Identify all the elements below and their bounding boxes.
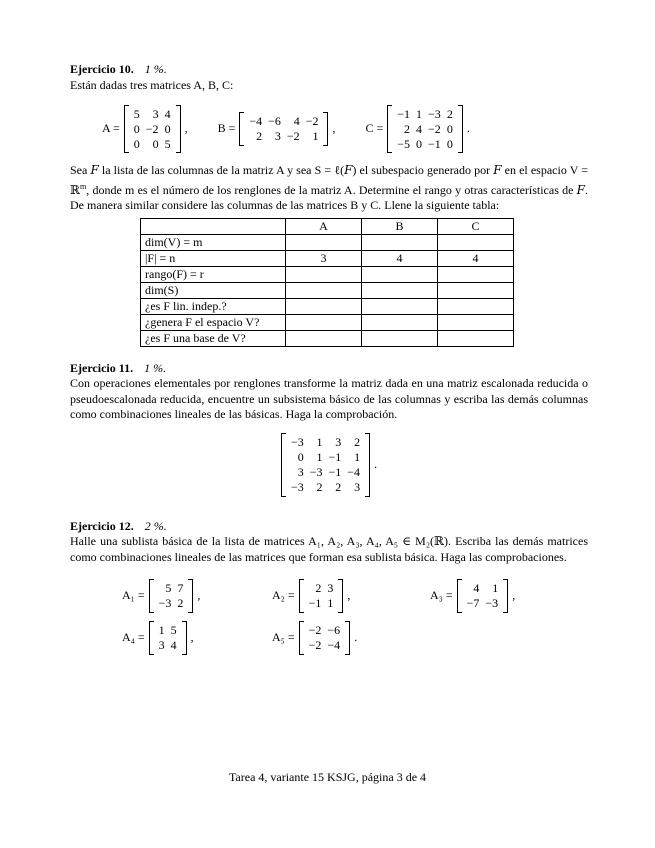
matrix-C-cell-2-0: −5 [397,136,411,151]
table-row [141,234,514,250]
matrix-A2: A₂ = 2 3 −1 1 , [272,579,430,613]
matrix-A1-cell-0-0: 5 [165,581,172,595]
table-cell-A[interactable] [286,266,362,282]
table-cell-A[interactable] [286,298,362,314]
exercise-10-title: Ejercicio 10. [70,62,134,76]
exercise-12-text: Halle una sublista básica de la lista de matrices A₁, A₂, A₃, A₄, A₅ ∈ M₂(ℝ). Escriba las demás matrices como combinaciones lineales de las matrices que forman esa sublista básica. Haga las comprobaciones. [70,534,588,564]
matrix-A-cell-1-1: −2 [145,121,159,136]
exercise-10-intro: Están dadas tres matrices A, B, C: [70,77,234,92]
exercise-10-matrices [102,105,588,153]
page-footer: Tarea 4, variante 15 KSJG, página 3 de 4 [228,770,427,784]
table-cell-A[interactable] [286,314,362,330]
matrix-C-cell-0-3: 2 [446,106,453,121]
matrix-M-cell-3-2: 2 [335,479,342,494]
matrix-M-cell-3-1: 2 [316,479,323,494]
exercise-12-title: Ejercicio 12. [70,518,134,533]
matrix-B-cell-1-1: 3 [274,129,281,143]
matrix-M-cell-1-2: −1 [328,449,342,464]
matrix-A2-cell-1-1: 1 [327,596,334,610]
matrix-A4-cell-0-0: 1 [158,623,165,637]
table-cell-B[interactable]: 4 [362,250,438,266]
matrix-A1: A₁ = 5 7 −3 2 , [122,579,272,613]
table-row-label: ¿genera F el espacio V? [141,314,286,330]
matrix-A5-cell-1-0: −2 [308,638,322,652]
table-row-label: dim(V) = m [141,234,286,250]
matrix-A1-cell-1-1: 2 [177,596,184,610]
matrix-C-cell-2-2: −1 [428,136,441,151]
table-cell-C[interactable]: 4 [438,250,514,266]
matrix-A4-cell-1-0: 3 [158,638,165,652]
matrix-A-comma: , [184,121,188,136]
matrix-A-cell-1-2: 0 [164,121,171,136]
matrix-A5-cell-0-1: −6 [327,623,341,637]
matrix-C-cell-1-3: 0 [446,121,453,136]
matrix-B [218,112,336,146]
matrix-M-cell-1-0: 0 [297,449,304,464]
matrix-B-comma: , [332,121,336,136]
matrix-A4-cell-1-1: 4 [170,638,177,652]
matrix-B-label: B = [217,121,236,136]
matrix-C-period: . [466,121,470,136]
table-header-3: C [438,218,514,234]
matrix-M-cell-0-2: 3 [335,434,342,449]
characteristics-table [140,218,514,347]
table-cell-B[interactable] [362,234,438,250]
matrix-A2-cell-0-1: 3 [327,581,334,595]
matrix-A-cell-2-0: 0 [133,136,140,151]
matrix-A-cell-0-2: 4 [164,106,171,121]
matrix-M-period: . [374,456,378,471]
table-cell-A[interactable] [286,234,362,250]
matrix-A2-cell-0-0: 2 [315,581,322,595]
table-cell-C[interactable] [438,298,514,314]
table-row [141,298,514,314]
matrix-A1-cell-1-0: −3 [158,596,172,610]
matrix-C-cell-2-3: 0 [446,136,453,151]
matrix-M-cell-0-1: 1 [316,434,323,449]
table-row-label: ¿es F una base de V? [141,330,286,346]
exercise-11-title: Ejercicio 11. [70,360,134,375]
matrix-M-cell-0-0: −3 [290,434,304,449]
matrix-C-cell-0-0: −1 [397,106,411,121]
table-row [141,330,514,346]
exercise-12-heading [70,519,588,535]
table-cell-B[interactable] [362,330,438,346]
table-cell-A[interactable] [286,282,362,298]
table-cell-A[interactable] [286,330,362,346]
matrix-M-cell-2-2: −1 [328,464,342,479]
matrix-C-cell-0-2: −3 [428,106,441,121]
exercise-12-row-2 [122,621,588,655]
table-cell-C[interactable] [438,282,514,298]
matrix-A-cell-0-0: 5 [133,106,140,121]
matrix-C-label: C = [365,121,384,136]
matrix-C-cell-1-0: 2 [404,121,411,136]
table-row [141,314,514,330]
matrix-A [102,105,188,153]
exercise-12-weight: 2 %. [144,518,167,533]
matrix-A3-cell-0-0: 4 [473,581,480,595]
matrix-A1-cell-0-1: 7 [177,581,184,595]
matrix-A3-cell-0-1: 1 [492,581,499,595]
matrix-B-cell-0-1: −6 [268,114,281,128]
matrix-A5-cell-1-1: −4 [327,638,341,652]
matrix-B-cell-0-2: 4 [293,114,300,128]
exercise-11-text: Con operaciones elementales por renglones transforme la matriz dada en una matriz escalonada reducida o pseudoescalonada reducida, encuentre un subsistema básico de las columnas y escriba las demás columnas como combinaciones lineales de las básicas. Haga la comprobación. [70,376,588,421]
table-cell-C[interactable] [438,314,514,330]
matrix-B-cell-0-3: −2 [305,114,319,128]
table-row-label: |F| = n [141,250,286,266]
matrix-A3-cell-1-1: −3 [485,596,499,610]
matrix-A-label: A = [102,121,120,136]
table-header-1: A [286,218,362,234]
matrix-C-cell-1-2: −2 [428,121,441,136]
matrix-C-cell-1-1: 4 [416,121,423,136]
matrix-A3-cell-1-0: −7 [466,596,480,610]
matrix-A4: A₄ = 1 5 3 4 , [122,621,272,655]
matrix-B-cell-1-3: 1 [312,129,319,143]
table-row [141,266,514,282]
table-cell-C[interactable] [438,266,514,282]
matrix-B-cell-0-0: −4 [249,114,263,128]
matrix-M-cell-2-1: −3 [309,464,323,479]
matrix-A2-cell-1-0: −1 [308,596,322,610]
matrix-M-cell-3-3: 3 [354,479,361,494]
exercise-12-row-1 [122,579,588,613]
matrix-M-cell-1-1: 1 [316,449,323,464]
matrix-A5-cell-0-0: −2 [308,623,322,637]
matrix-M [281,433,377,497]
matrix-A-cell-0-1: 3 [152,106,159,121]
matrix-C [365,105,469,153]
exercise-11-matrix-row [70,433,588,497]
exercise-11-heading [70,361,588,377]
table-cell-C[interactable] [438,330,514,346]
table-row [141,250,514,266]
table-cell-B[interactable] [362,314,438,330]
matrix-A-cell-1-0: 0 [133,121,140,136]
matrix-A-cell-2-2: 5 [164,136,171,151]
table-header-0 [141,218,286,234]
matrix-B-cell-1-2: −2 [286,129,300,143]
matrix-C-cell-0-1: 1 [416,106,423,121]
matrix-M-cell-2-0: 3 [297,464,304,479]
matrix-M-cell-1-3: 1 [354,449,361,464]
matrix-A4-cell-0-1: 5 [170,623,177,637]
matrix-A3: A₃ = 4 1 −7 −3 , [430,579,515,613]
table-row-label: dim(S) [141,282,286,298]
table-cell-B[interactable] [362,282,438,298]
matrix-A5: A₅ = −2 −6 −2 −4 . [272,621,357,655]
matrix-M-cell-0-3: 2 [354,434,361,449]
matrix-A-cell-2-1: 0 [152,136,159,151]
table-cell-A[interactable]: 3 [286,250,362,266]
exercise-10-description: Sea F la lista de las columnas de la matriz A y sea S = ℓ(F) el subespacio generado por F en el espacio V = ℝ$^m$, donde m es el número de los renglones de la matriz A. Determine el rango y otras características de F. De manera similar considere las columnas de las matrices B y C. Llene la siguiente tabla: [70,163,589,212]
matrix-M-cell-3-0: −3 [290,479,304,494]
matrix-C-cell-2-1: 0 [416,136,423,151]
matrix-M-cell-2-3: −4 [347,464,361,479]
page-content [70,62,588,655]
exercise-10-weight: 1 %. [144,62,167,76]
table-cell-C[interactable] [438,234,514,250]
exercise-10-heading [70,62,588,78]
table-row [141,282,514,298]
table-header-2: B [362,218,438,234]
table-row-label: ¿es F lin. indep.? [141,298,286,314]
table-cell-B[interactable] [362,266,438,282]
table-cell-B[interactable] [362,298,438,314]
exercise-11-weight: 1 %. [144,360,167,375]
matrix-B-cell-1-0: 2 [256,129,263,143]
table-row-label: rango(F) = r [141,266,286,282]
